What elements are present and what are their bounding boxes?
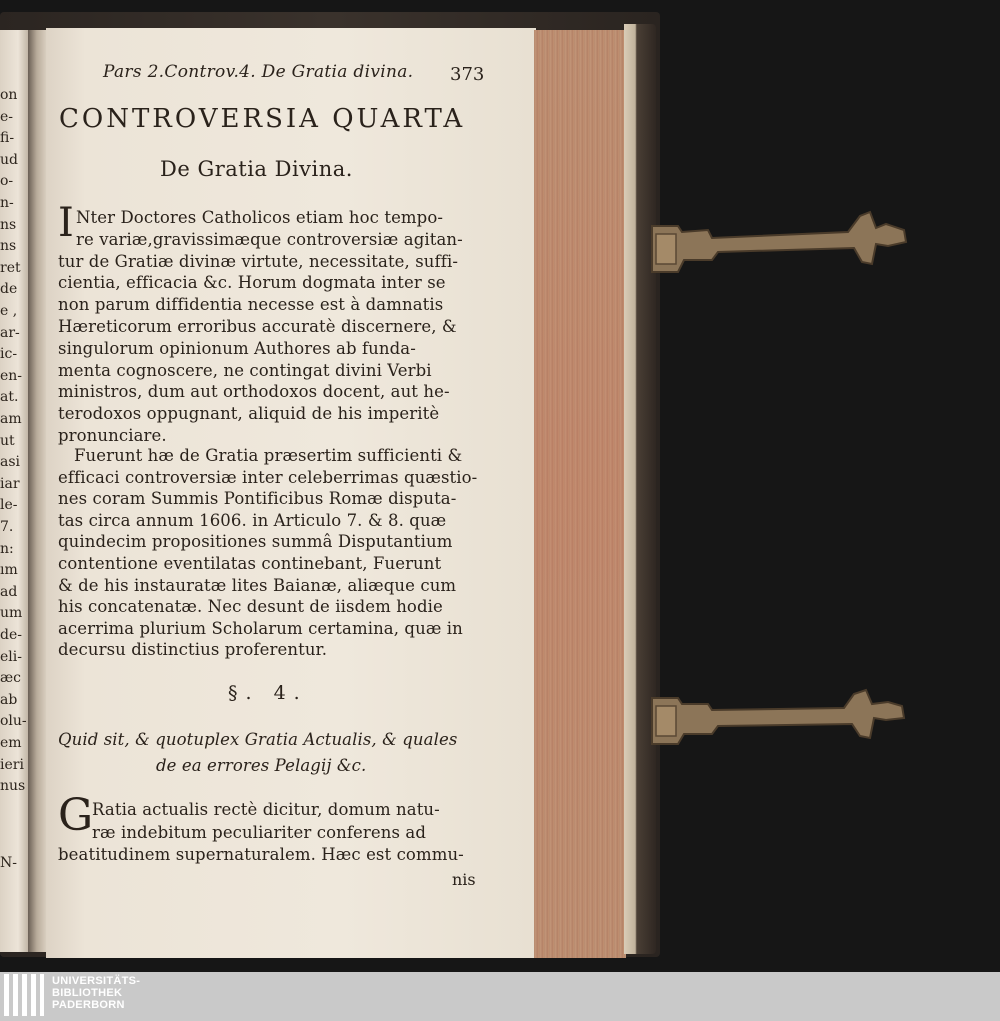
- library-name-line: BIBLIOTHEK: [52, 987, 123, 999]
- page-fore-edge: [534, 30, 626, 958]
- text-line: re variæ,gravissimæque controversiæ agitan-: [76, 229, 463, 249]
- text-line: Quid sit, & quotuplex Gratia Actualis, & quales: [58, 730, 458, 749]
- text-line: decursu distinctius proferentur.: [58, 640, 328, 660]
- left-page-fragment: N-: [0, 855, 17, 871]
- text-line: & de his instauratæ lites Baianæ, aliæque cum: [58, 575, 457, 595]
- left-page-fragment: en-: [0, 367, 23, 384]
- lower-clasp-icon: [648, 688, 910, 754]
- left-page-fragment: n-: [0, 195, 14, 211]
- text-line: ministros, dum aut orthodoxos docent, aut he-: [58, 382, 450, 402]
- left-page-fragment: o-: [0, 173, 14, 190]
- left-page-fragment: e-: [0, 108, 14, 125]
- text-line: Ratia actualis rectè dicitur, domum natu-: [92, 800, 440, 819]
- left-page-fragment: de-: [0, 627, 22, 643]
- left-page-fragment: e ,: [0, 303, 18, 319]
- left-page-fragment: nus: [0, 778, 26, 795]
- left-page-fragment: ns: [0, 238, 17, 255]
- left-page-fragment: fi-: [0, 130, 15, 147]
- left-page-fragment: eli-: [0, 648, 22, 665]
- chapter-title: CONTROVERSIA QUARTA: [59, 104, 466, 134]
- drop-cap-initial-2: G: [58, 790, 94, 841]
- library-name: [52, 975, 140, 1011]
- library-logo-icon: [4, 972, 46, 1018]
- upper-clasp-icon: [648, 208, 910, 282]
- left-page-fragment: at.: [0, 389, 19, 406]
- library-name-line: PADERBORN: [52, 999, 125, 1011]
- left-page-fragment: ar-: [0, 324, 20, 341]
- text-line: singulorum opinionum Authores ab funda-: [58, 338, 416, 358]
- library-footer-bar: [0, 972, 1000, 1021]
- left-page-fragment: ns: [0, 216, 17, 233]
- page-number: 373: [450, 64, 485, 85]
- text-line: efficaci controversiæ inter celeberrimas quæstio-: [58, 467, 478, 487]
- text-line: cientia, efficacia &c. Horum dogmata inter se: [58, 273, 446, 293]
- text-line: beatitudinem supernaturalem. Hæc est commu-: [58, 845, 464, 864]
- text-line: Hæreticorum erroribus accuratè discernere, &: [58, 317, 457, 336]
- left-page-fragment: um: [0, 605, 23, 622]
- library-name-line: UNIVERSITÄTS-: [52, 975, 141, 987]
- left-page-fragment: æc: [0, 670, 21, 687]
- left-page-fragment: on: [0, 87, 18, 103]
- text-line: nes coram Summis Pontificibus Romæ disputa-: [58, 489, 457, 509]
- left-page-fragment: ieri: [0, 756, 24, 773]
- text-line: tas circa annum 1606. in Articulo 7. & 8. quæ: [58, 510, 447, 530]
- catchword: nis: [452, 870, 476, 889]
- text-line: contentione eventilatas continebant, Fuerunt: [58, 554, 442, 573]
- text-line: tur de Gratiæ divinæ virtute, necessitate, suffi-: [58, 251, 458, 271]
- text-line: pronunciare.: [58, 426, 167, 445]
- left-page-fragment: ud: [0, 151, 18, 168]
- text-line: his concatenatæ. Nec desunt de iisdem hodie: [58, 597, 443, 617]
- left-page-fragment: ım: [0, 562, 18, 579]
- left-page-fragment: olu-: [0, 713, 27, 730]
- text-line: Nter Doctores Catholicos etiam hoc tempo-: [76, 208, 444, 227]
- text-line: terodoxos oppugnant, aliquid de his imperitè: [58, 404, 440, 424]
- left-page-fragment: 7.: [0, 519, 14, 535]
- left-page-fragment: ret: [0, 259, 21, 276]
- running-head: Pars 2.Controv.4. De Gratia divina.: [103, 62, 414, 82]
- left-page-fragment: ut: [0, 432, 15, 449]
- text-line: non parum diffidentia necesse est à damnatis: [58, 295, 444, 315]
- section-mark: §. 4.: [228, 682, 308, 704]
- rear-cover-board: [624, 24, 656, 954]
- text-line: Fuerunt hæ de Gratia præsertim sufficienti &: [74, 446, 463, 465]
- chapter-subtitle: De Gratia Divina.: [160, 157, 353, 181]
- left-page-fragment: ad: [0, 583, 18, 600]
- text-line: acerrima plurium Scholarum certamina, quæ in: [58, 618, 463, 638]
- left-page-fragment: de: [0, 281, 18, 298]
- left-page-fragment: le-: [0, 497, 18, 514]
- text-line: de ea errores Pelagij &c.: [156, 756, 367, 775]
- left-page-fragment: ic-: [0, 346, 18, 363]
- left-page-fragment: am: [0, 411, 22, 427]
- text-line: ræ indebitum peculiariter conferens ad: [92, 822, 427, 842]
- drop-cap-initial: I: [58, 200, 74, 246]
- left-page-fragment: asi: [0, 454, 21, 471]
- left-page-fragment: em: [0, 735, 22, 751]
- left-page-fragment: ab: [0, 691, 18, 708]
- left-page-fragment: iar: [0, 475, 20, 492]
- left-page-fragment: n:: [0, 540, 14, 557]
- text-line: menta cognoscere, ne contingat divini Verbi: [58, 360, 432, 380]
- text-line: quindecim propositiones summâ Disputantium: [58, 532, 453, 552]
- left-page-edge: [0, 30, 30, 952]
